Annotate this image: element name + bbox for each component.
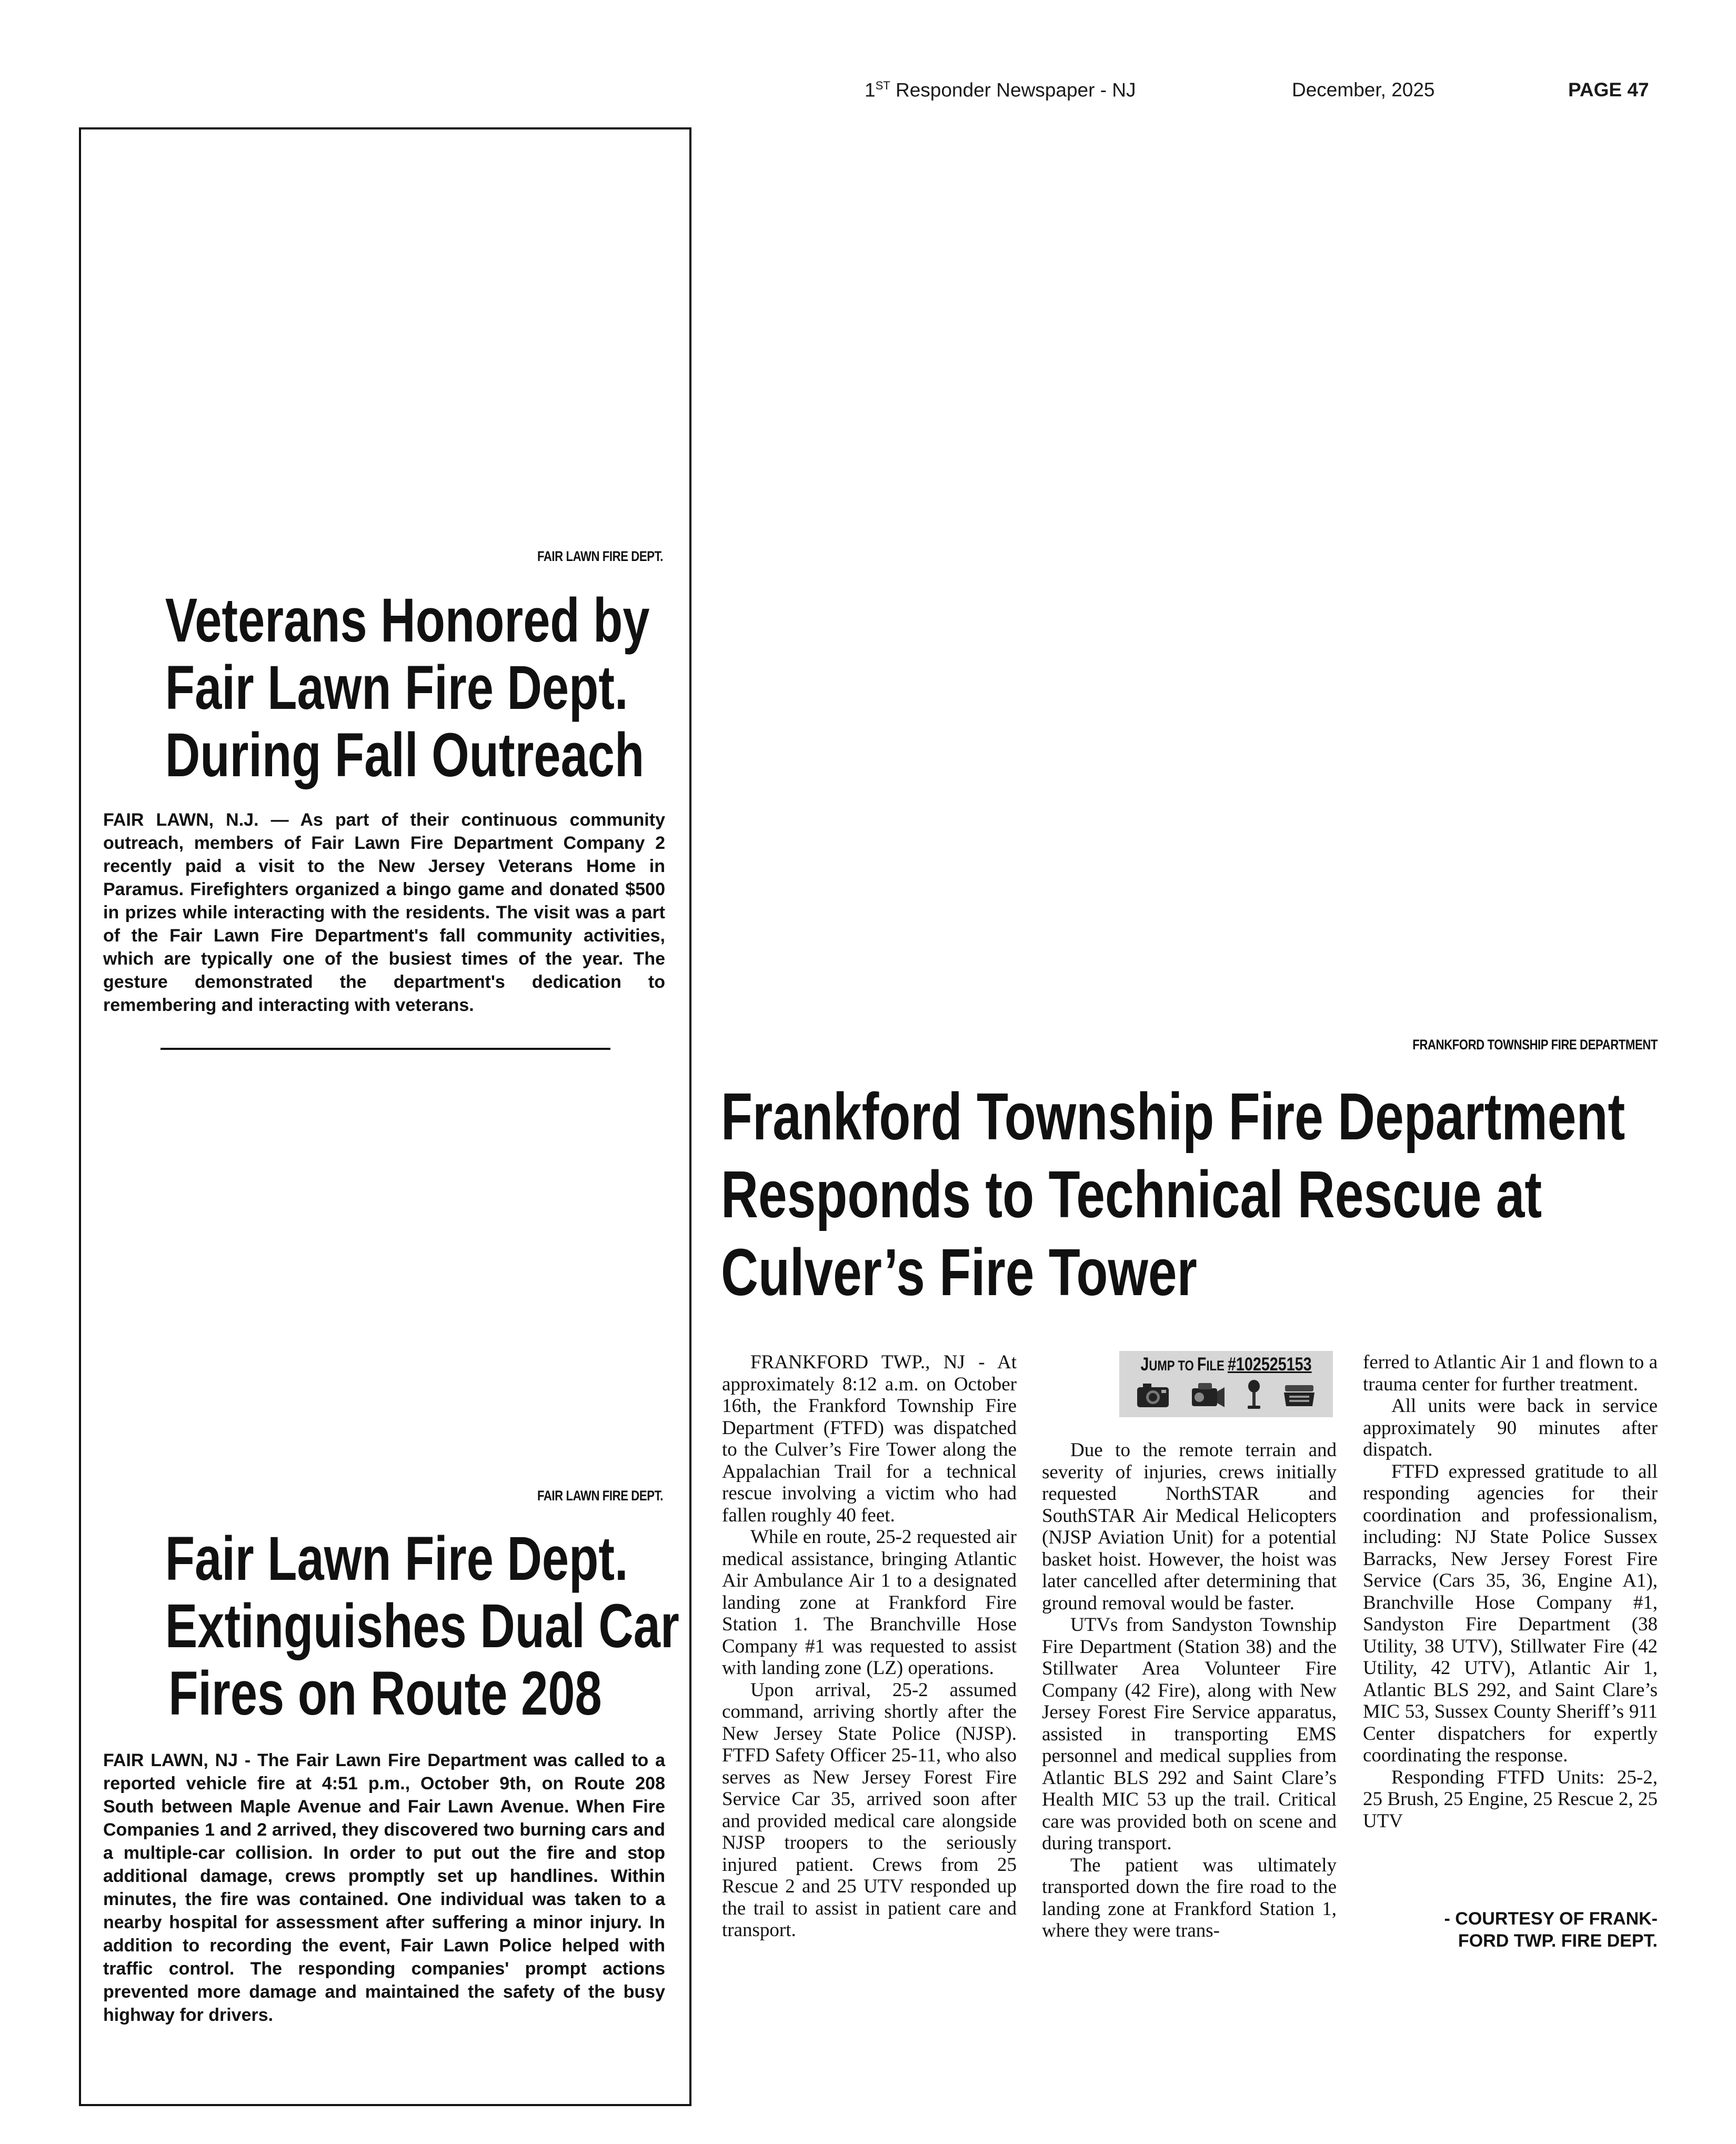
paragraph: The patient was ultimately transported down the fire road to the landing zone at Frankford Station 1, where they were trans- bbox=[1042, 1854, 1337, 1941]
paragraph: While en route, 25-2 requested air medical assistance, bringing Atlantic Air Ambulance Air 1 to a designated landing zone at Frankford Fire Station 1. The Branchville Hose Company #1 was requested to assist with landing zone (LZ) operations. bbox=[722, 1526, 1017, 1679]
jump-file-number[interactable]: #102525153 bbox=[1227, 1354, 1312, 1375]
camera-icon[interactable] bbox=[1136, 1381, 1170, 1409]
story2-headline-line: Extinguishes Dual Car bbox=[165, 1591, 679, 1661]
story1-headline-line: Veterans Honored by bbox=[165, 586, 650, 655]
story3-headline-line: Frankford Township Fire Department bbox=[721, 1079, 1625, 1154]
story2-headline bbox=[103, 1524, 679, 1728]
publication-name: 1ST Responder Newspaper - NJ bbox=[865, 79, 1136, 101]
story3-column-1 bbox=[722, 1351, 1017, 1941]
typewriter-icon[interactable] bbox=[1282, 1381, 1317, 1409]
story3-dept-label: FRANKFORD TOWNSHIP FIRE DEPARTMENT bbox=[1412, 1037, 1658, 1053]
paragraph: FRANKFORD TWP., NJ - At approximately 8:12 a.m. on October 16th, the Frankford Township Fire Department (FTFD) was dispatched to the Culver’s Fire Tower along the Appalachian Trail for a technical rescue involving a victim who had fallen roughly 40 feet. bbox=[722, 1351, 1017, 1526]
video-camera-icon[interactable] bbox=[1188, 1381, 1226, 1409]
story3-column-3 bbox=[1363, 1351, 1658, 1832]
story2-dept-label: FAIR LAWN FIRE DEPT. bbox=[537, 1488, 663, 1504]
story3-headline bbox=[721, 1078, 1663, 1311]
story1-headline-line: During Fall Outreach bbox=[165, 720, 645, 790]
story2-body: FAIR LAWN, NJ - The Fair Lawn Fire Department was called to a reported vehicle fire at 4:51 p.m., October 9th, on Route 208 South between Maple Avenue and Fair Lawn Avenue. When Fire Companies 1 and 2 arrived, they discovered two burning cars and a multiple-car collision. In order to put out the fire and stop additional damage, crews promptly set up handlines. Within minutes, the fire was contained. One individual was taken to a nearby hospital for assessment after suffering a minor injury. In addition to recording the event, Fair Lawn Police helped with traffic control. The responding companies' prompt actions prevented more damage and maintained the safety of the busy highway for drivers. bbox=[103, 1750, 665, 2025]
paragraph: Responding FTFD Units: 25-2, 25 Brush, 25 Engine, 25 Rescue 2, 25 UTV bbox=[1363, 1766, 1658, 1832]
paragraph: Upon arrival, 25-2 assumed command, arriving shortly after the New Jersey State Police (NJSP). FTFD Safety Officer 25-11, who also serves as New Jersey Forest Fire Service Car 35, arrived soon after and provided medical care alongside NJSP troopers to the seriously injured patient. Crews from 25 Rescue 2 and 25 UTV responded up the trail to assist in patient care and transport. bbox=[722, 1679, 1017, 1941]
page-number: PAGE 47 bbox=[1568, 79, 1649, 101]
paragraph: All units were back in service approximately 90 minutes after dispatch. bbox=[1363, 1395, 1658, 1460]
story2-headline-line: Fair Lawn Fire Dept. bbox=[165, 1524, 628, 1594]
story1-headline-line: Fair Lawn Fire Dept. bbox=[165, 653, 628, 723]
story3-headline-line: Responds to Technical Rescue at bbox=[721, 1157, 1542, 1231]
story1-headline bbox=[103, 587, 667, 789]
story-divider bbox=[160, 1048, 610, 1050]
story3-column-2 bbox=[1042, 1439, 1337, 1942]
story1-body: FAIR LAWN, N.J. — As part of their continuous community outreach, members of Fair Lawn Fire Department Company 2 recently paid a visit to the New Jersey Veterans Home in Paramus. Firefighters organized a bingo game and donated $500 in prizes while interacting with the residents. The visit was a part of the Fair Lawn Fire Department's fall community activities, which are typically one of the busiest times of the year. The gesture demonstrated the department's dedication to remembering and interacting with veterans. bbox=[103, 810, 665, 1015]
story1-dept-label: FAIR LAWN FIRE DEPT. bbox=[537, 548, 663, 564]
story3-courtesy-credit: - COURTESY OF FRANK- FORD TWP. FIRE DEPT. bbox=[1444, 1909, 1658, 1951]
story2-headline-line: Fires on Route 208 bbox=[168, 1659, 602, 1728]
jump-to-file-box[interactable] bbox=[1119, 1351, 1333, 1417]
paragraph: Due to the remote terrain and severity of injuries, crews initially requested NorthSTAR and SouthSTAR Air Medical Helicopters (NJSP Aviation Unit) for a potential basket hoist. However, the hoist was later cancelled after determining that ground removal would be faster. bbox=[1042, 1439, 1337, 1614]
paragraph: UTVs from Sandyston Township Fire Department (Station 38) and the Stillwater Area Volunteer Fire Company (42 Fire), along with New Jersey Forest Fire Service apparatus, assisted in transporting EMS personnel and medical supplies from Atlantic BLS 292 and Saint Clare’s Health MIC 53 up the trail. Critical care was provided both on scene and during transport. bbox=[1042, 1614, 1337, 1854]
paragraph: FTFD expressed gratitude to all responding agencies for their coordination and professionalism, including: NJ State Police Sussex Barracks, New Jersey Forest Fire Service (Cars 35, 36, Engine A1), Branchville Hose Company #1, Sandyston Fire Department (38 Utility, 38 UTV), Stillwater Fire (42 Utility, 42 UTV), Atlantic Air 1, Atlantic BLS 292, and Saint Clare’s MIC 53, Sussex County Sheriff’s 911 Center dispatchers for expertly coordinating the response. bbox=[1363, 1460, 1658, 1766]
paragraph: ferred to Atlantic Air 1 and flown to a trauma center for further treatment. bbox=[1363, 1351, 1658, 1395]
jump-to-file-label[interactable]: JUMP TO FILE #102525153 bbox=[1140, 1354, 1312, 1375]
microphone-icon[interactable] bbox=[1243, 1379, 1265, 1411]
issue-date: December, 2025 bbox=[1292, 79, 1435, 101]
story3-headline-line: Culver’s Fire Tower bbox=[721, 1235, 1197, 1309]
